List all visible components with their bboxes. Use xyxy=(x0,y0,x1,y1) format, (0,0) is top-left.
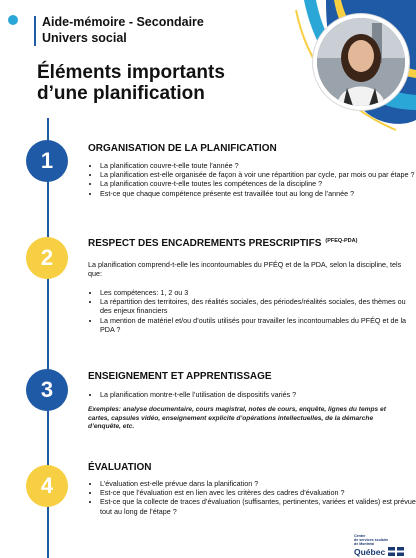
section-3-list xyxy=(88,390,416,399)
list-item: • L’évaluation est-elle prévue dans la planification ? xyxy=(100,479,416,488)
step-1-badge: 1 xyxy=(26,140,68,182)
list-item: • Les compétences: 1, 2 ou 3 xyxy=(100,288,416,297)
list-item: • La planification couvre-t-elle toute l’année ? xyxy=(100,161,416,170)
section-2-title xyxy=(88,238,357,249)
section-4-list xyxy=(88,479,416,516)
student-photo xyxy=(313,14,409,110)
section-2-intro: La planification comprend-t-elle les incontournables du PFÉQ et de la PDA, selon la discipline, tels que: xyxy=(88,260,402,279)
student-portrait-image xyxy=(317,18,405,106)
list-item: • La planification montre-t-elle l’utilisation de dispositifs variés ? xyxy=(100,390,416,399)
section-2-list xyxy=(88,288,416,334)
section-4-title: ÉVALUATION xyxy=(88,462,152,473)
org-name-line: de Montréal xyxy=(354,542,375,547)
list-item: • La planification est-elle organisée de façon à voir une répartition par cycle, par mois ou par étape ? xyxy=(100,170,416,179)
section-3-examples: Exemples: analyse documentaire, cours magistral, notes de cours, enquête, lignes du temps et cartes, capsules vidéo, enseignement explicite d’opérations intellectuelles, de la démarche d’enquête, etc. xyxy=(88,406,386,431)
header-divider xyxy=(34,16,36,46)
quebec-wordmark xyxy=(354,547,412,557)
list-item: • Est-ce que chaque compétence présente est travaillée tout au long de l’année ? xyxy=(100,189,416,198)
quebec-flag-icon xyxy=(388,547,404,556)
list-item: • La mention de matériel et/ou d’outils utilisés pour travailler les incontournables du PFÉQ et de la PDA ? xyxy=(100,316,416,334)
step-4-badge: 4 xyxy=(26,465,68,507)
section-3-title: ENSEIGNEMENT ET APPRENTISSAGE xyxy=(88,371,272,382)
csdm-quebec-logo xyxy=(354,534,412,556)
list-item: • La planification couvre-t-elle toutes les compétences de la discipline ? xyxy=(100,179,416,188)
section-1-list xyxy=(88,161,416,198)
list-item: • La répartition des territoires, des réalités sociales, des périodes/réalités sociales, des thèmes ou des enjeux financiers xyxy=(100,297,416,315)
header-title: Aide-mémoire - Secondaire xyxy=(42,15,204,29)
list-item: • Est-ce que l’évaluation est en lien avec les critères des cadres d’évaluation ? xyxy=(100,488,416,497)
section-2-title-text: RESPECT DES ENCADREMENTS PRESCRIPTIFS xyxy=(88,238,322,249)
header-subtitle: Univers social xyxy=(42,31,127,45)
page-title: Éléments importants d’une planification xyxy=(37,62,225,104)
header-dot xyxy=(8,15,18,25)
step-2-badge: 2 xyxy=(26,237,68,279)
section-1-title: ORGANISATION DE LA PLANIFICATION xyxy=(88,143,277,154)
step-3-badge: 3 xyxy=(26,369,68,411)
org-name-line: de services scolaire xyxy=(354,538,389,543)
section-2-title-note: (PFEQ-PDA) xyxy=(325,238,358,244)
quebec-label: Québec xyxy=(354,546,386,557)
list-item: • Est-ce que la collecte de traces d’évaluation (suffisantes, pertinentes, variées et valides) est prévue tout au long de l’étape ? xyxy=(100,497,416,515)
org-name-line: Centre xyxy=(354,534,366,538)
